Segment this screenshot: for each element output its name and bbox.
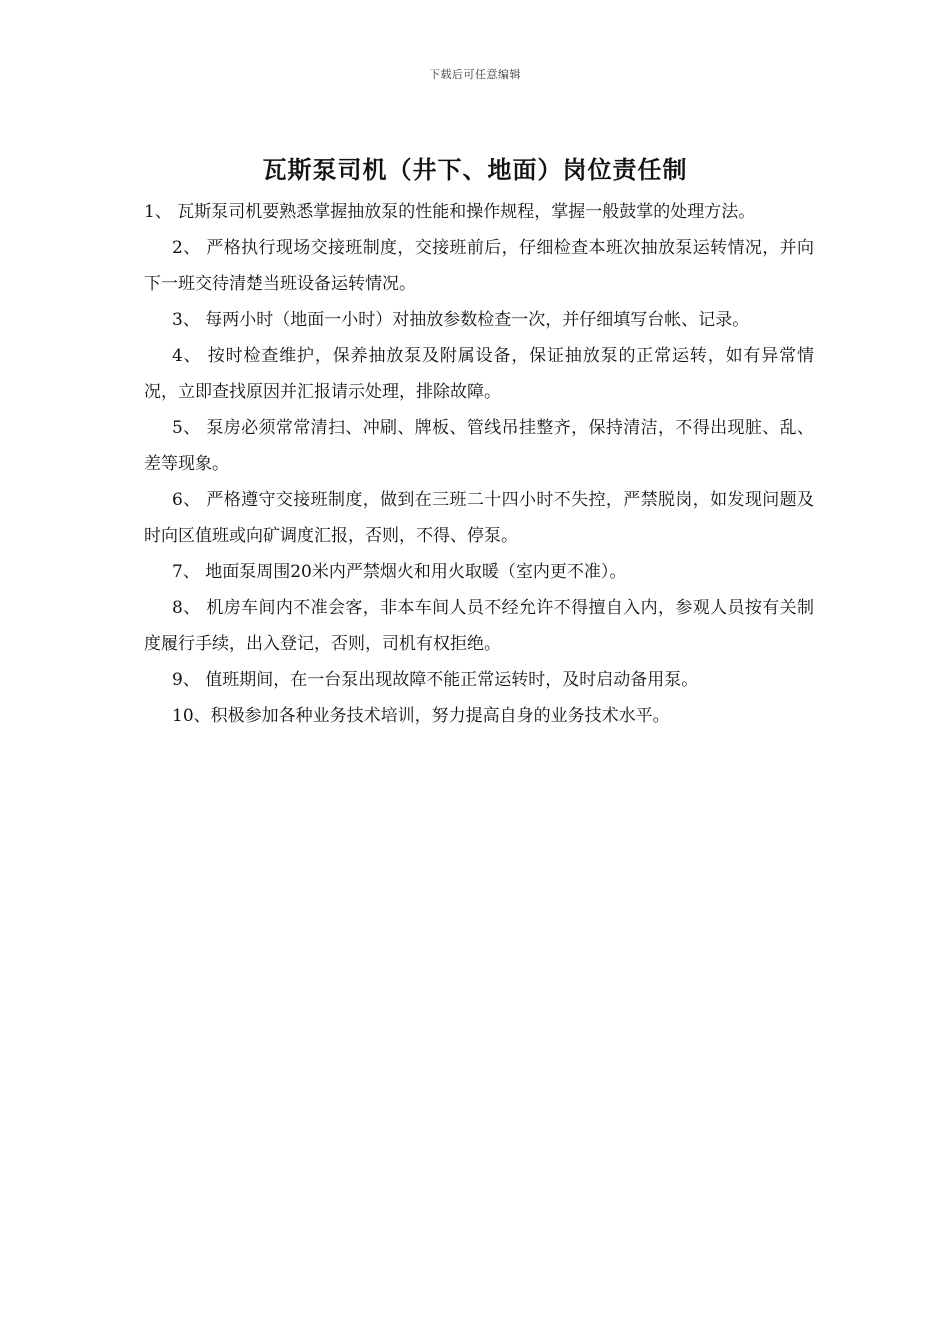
list-item: 5、 泵房必须常常清扫、冲刷、牌板、管线吊挂整齐，保持清洁，不得出现脏、乱、差等现象。 [144, 418, 814, 474]
document-body [144, 194, 814, 734]
list-item: 9、 值班期间，在一台泵出现故障不能正常运转时，及时启动备用泵。 [172, 670, 699, 690]
list-item: 1、 瓦斯泵司机要熟悉掌握抽放泵的性能和操作规程，掌握一般鼓掌的处理方法。 [144, 202, 756, 222]
list-item: 7、 地面泵周围20米内严禁烟火和用火取暖（室内更不准）。 [172, 562, 627, 582]
list-item: 3、 每两小时（地面一小时）对抽放参数检查一次，并仔细填写台帐、记录。 [172, 310, 750, 330]
header-note: 下载后可任意编辑 [429, 68, 521, 81]
list-item: 6、 严格遵守交接班制度，做到在三班二十四小时不失控，严禁脱岗，如发现问题及时向区值班或向矿调度汇报，否则，不得、停泵。 [144, 490, 814, 546]
list-item: 4、 按时检查维护，保养抽放泵及附属设备，保证抽放泵的正常运转，如有异常情况，立即查找原因并汇报请示处理，排除故障。 [144, 346, 814, 402]
list-item: 10、积极参加各种业务技术培训，努力提高自身的业务技术水平。 [172, 706, 670, 726]
document-title: 瓦斯泵司机（井下、地面）岗位责任制 [262, 156, 688, 184]
list-item: 8、 机房车间内不准会客，非本车间人员不经允许不得擅自入内，参观人员按有关制度履行手续，出入登记，否则，司机有权拒绝。 [144, 598, 814, 654]
list-item: 2、 严格执行现场交接班制度，交接班前后，仔细检查本班次抽放泵运转情况，并向下一班交待清楚当班设备运转情况。 [144, 238, 814, 294]
